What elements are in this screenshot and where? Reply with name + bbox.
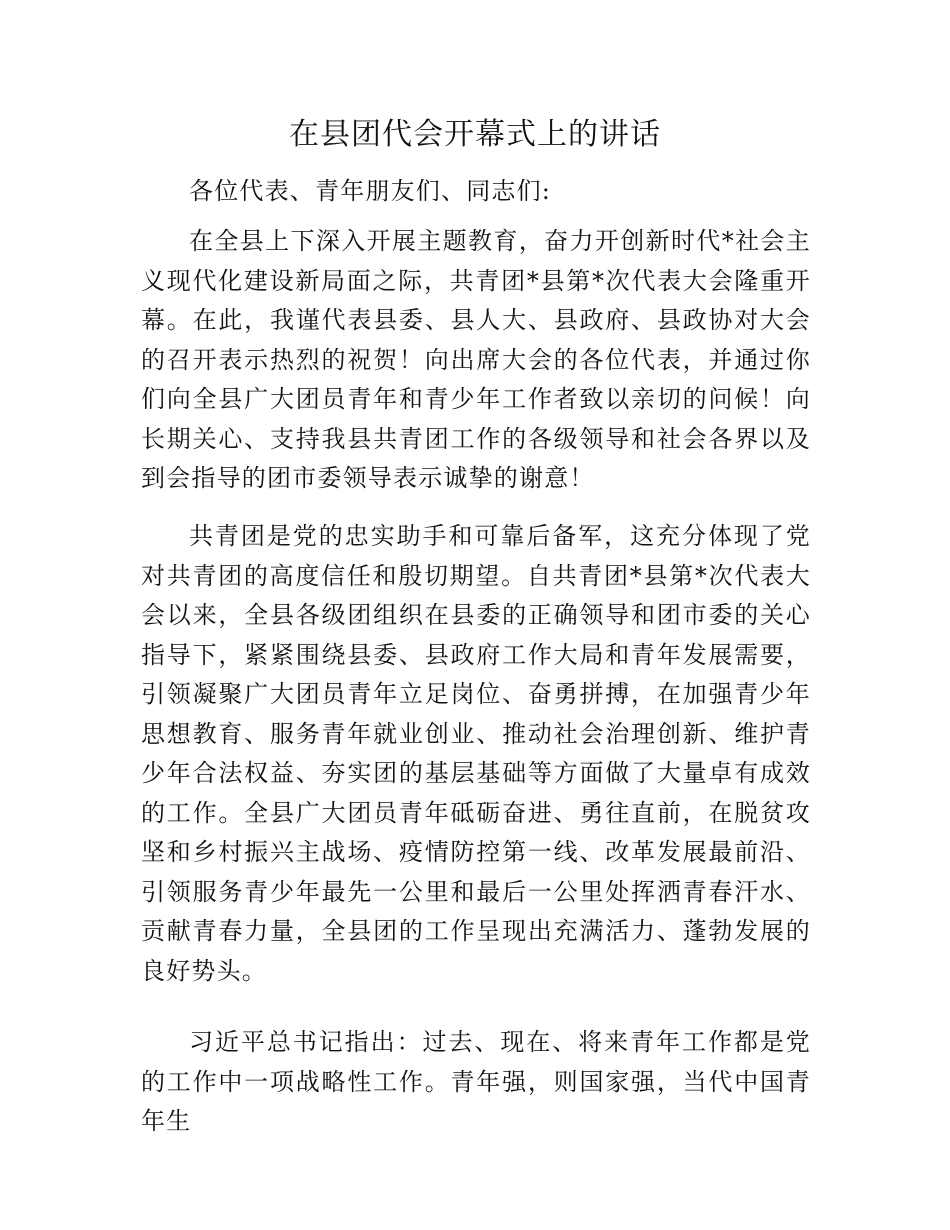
paragraph-2: 共青团是党的忠实助手和可靠后备军，这充分体现了党对共青团的高度信任和殷切期望。自共青团*县第*次代表大会以来，全县各级团组织在县委的正确领导和团市委的关心指导下，紧紧围绕县委、县政府工作大局和青年发展需要，引领凝聚广大团员青年立足岗位、奋勇拼搏，在加强青少年思想教育、服务青年就业创业、推动社会治理创新、维护青少年合法权益、夯实团的基层基础等方面做了大量卓有成效的工作。全县广大团员青年砥砺奋进、勇往直前，在脱贫攻坚和乡村振兴主战场、疫情防控第一线、改革发展最前沿、引领服务青少年最先一公里和最后一公里处挥洒青春汗水、贡献青春力量，全县团的工作呈现出充满活力、蓬勃发展的良好势头。 bbox=[141, 522, 811, 985]
document-title: 在县团代会开幕式上的讲话 bbox=[289, 117, 661, 152]
salutation: 各位代表、青年朋友们、同志们: bbox=[189, 177, 552, 205]
paragraph-1: 在全县上下深入开展主题教育，奋力开创新时代*社会主义现代化建设新局面之际，共青团*县第*次代表大会隆重开幕。在此，我谨代表县委、县人大、县政府、县政协对大会的召开表示热烈的祝贺！向出席大会的各位代表，并通过你们向全县广大团员青年和青少年工作者致以亲切的问候！向长期关心、支持我县共青团工作的各级领导和社会各界以及到会指导的团市委领导表示诚挚的谢意！ bbox=[141, 227, 811, 492]
paragraph-3: 习近平总书记指出：过去、现在、将来青年工作都是党的工作中一项战略性工作。青年强，则国家强，当代中国青年生 bbox=[141, 1028, 811, 1135]
